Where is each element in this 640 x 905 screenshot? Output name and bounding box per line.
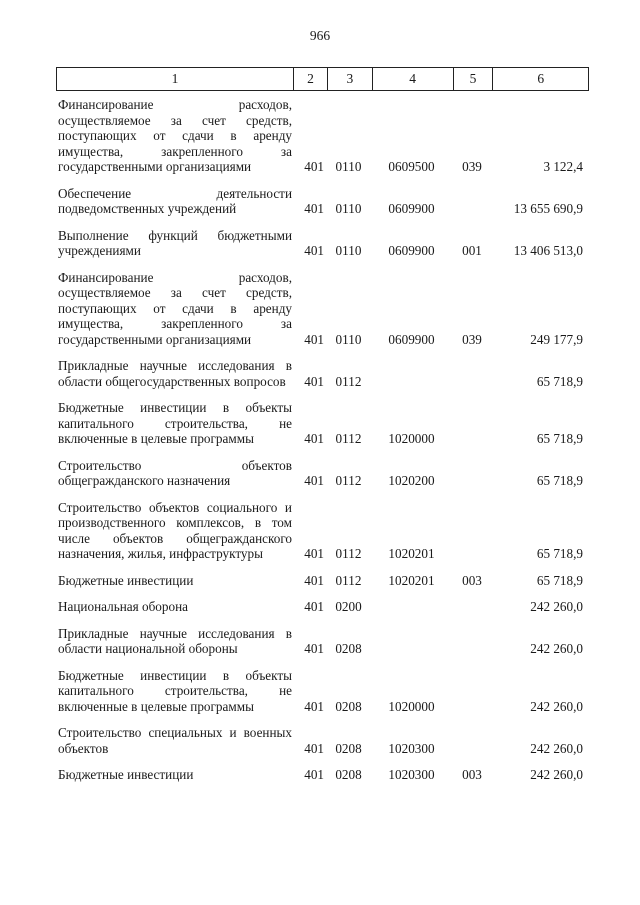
row-target-code: 1020300 <box>388 767 435 782</box>
header-col-3: 3 <box>328 68 373 90</box>
row-amount: 242 260,0 <box>530 641 583 656</box>
row-ministry-code: 401 <box>304 740 324 756</box>
row-amount: 13 655 690,9 <box>513 201 583 216</box>
table-row <box>56 626 589 657</box>
page-number: 966 <box>309 28 331 43</box>
row-section-code: 0110 <box>335 243 362 258</box>
row-ministry-code: 401 <box>304 641 324 656</box>
table-header <box>56 67 589 91</box>
row-description: Бюджетные инвестиции в объекты капитального строительства, не включенные в целевые программы <box>58 400 292 446</box>
row-section-code: 0208 <box>335 767 362 782</box>
row-section-code: 0112 <box>335 373 362 389</box>
row-amount: 65 718,9 <box>536 373 583 389</box>
row-target-code: 1020201 <box>388 546 435 561</box>
row-expense-type: 003 <box>462 767 482 782</box>
row-section-code: 0200 <box>335 599 362 614</box>
row-expense-type: 039 <box>462 331 482 347</box>
row-section-code: 0110 <box>335 331 362 347</box>
row-ministry-code: 401 <box>304 331 324 347</box>
row-section-code: 0110 <box>335 201 362 216</box>
row-target-code: 1020300 <box>388 740 435 756</box>
row-expense-type: 003 <box>462 572 482 588</box>
row-description: Строительство объектов социального и производственного комплексов, в том числе объектов общегражданского назначения, жилья, инфраструктуры <box>58 499 292 561</box>
row-amount: 65 718,9 <box>536 572 583 588</box>
row-amount: 65 718,9 <box>536 546 583 561</box>
row-amount: 3 122,4 <box>543 159 583 174</box>
row-target-code: 1020201 <box>388 572 435 588</box>
row-amount: 249 177,9 <box>530 331 583 347</box>
table-row <box>56 270 589 348</box>
row-description: Прикладные научные исследования в области национальной обороны <box>58 625 292 656</box>
header-col-5: 5 <box>454 68 494 90</box>
row-target-code: 1020000 <box>388 431 435 446</box>
header-col-4: 4 <box>373 68 454 90</box>
row-description: Строительство специальных и военных объектов <box>58 725 292 756</box>
row-ministry-code: 401 <box>304 473 324 488</box>
row-amount: 65 718,9 <box>536 473 583 488</box>
row-amount: 242 260,0 <box>530 599 583 614</box>
row-ministry-code: 401 <box>304 698 324 714</box>
table-row <box>56 668 589 715</box>
row-ministry-code: 401 <box>304 373 324 389</box>
header-col-2: 2 <box>294 68 328 90</box>
row-amount: 13 406 513,0 <box>513 243 583 258</box>
row-expense-type: 039 <box>462 159 482 174</box>
table-row <box>56 767 589 783</box>
row-amount: 242 260,0 <box>530 767 583 782</box>
row-target-code: 0609900 <box>388 201 435 216</box>
table-row <box>56 458 589 489</box>
table-row <box>56 358 589 389</box>
row-description: Обеспечение деятельности подведомственных учреждений <box>58 185 292 216</box>
row-section-code: 0208 <box>335 740 362 756</box>
row-amount: 242 260,0 <box>530 698 583 714</box>
row-ministry-code: 401 <box>304 431 324 446</box>
row-target-code: 0609900 <box>388 243 435 258</box>
row-ministry-code: 401 <box>304 546 324 561</box>
table-row <box>56 725 589 756</box>
table-row <box>56 400 589 447</box>
row-section-code: 0208 <box>335 641 362 656</box>
row-description: Прикладные научные исследования в области общегосударственных вопросов <box>58 358 292 389</box>
row-section-code: 0112 <box>335 431 362 446</box>
row-target-code: 0609500 <box>388 159 435 174</box>
row-ministry-code: 401 <box>304 599 324 614</box>
row-ministry-code: 401 <box>304 243 324 258</box>
row-description: Бюджетные инвестиции в объекты капитального строительства, не включенные в целевые программы <box>58 667 292 714</box>
row-description: Бюджетные инвестиции <box>58 767 194 782</box>
row-amount: 242 260,0 <box>530 740 583 756</box>
row-description: Финансирование расходов, осуществляемое за счет средств, поступающих от сдачи в аренду имущества, закрепленного за государственными организациями <box>58 269 292 347</box>
table-row <box>56 186 589 217</box>
row-description: Национальная оборона <box>58 599 188 614</box>
row-target-code: 0609900 <box>388 331 435 347</box>
row-section-code: 0110 <box>335 159 362 174</box>
row-description: Финансирование расходов, осуществляемое за счет средств, поступающих от сдачи в аренду имущества, закрепленного за государственными организациями <box>58 97 292 174</box>
row-description: Бюджетные инвестиции <box>58 572 194 588</box>
row-description: Выполнение функций бюджетными учреждениями <box>58 227 292 258</box>
table-row <box>56 97 589 175</box>
header-col-1: 1 <box>57 68 294 90</box>
row-ministry-code: 401 <box>304 767 324 782</box>
table-row <box>56 573 589 589</box>
row-section-code: 0112 <box>335 572 362 588</box>
row-amount: 65 718,9 <box>536 431 583 446</box>
row-expense-type: 001 <box>462 243 482 258</box>
row-description: Строительство объектов общегражданского назначения <box>58 457 292 488</box>
row-section-code: 0208 <box>335 698 362 714</box>
header-col-6: 6 <box>537 71 545 86</box>
table-row <box>56 500 589 562</box>
row-section-code: 0112 <box>335 546 362 561</box>
row-ministry-code: 401 <box>304 159 324 174</box>
row-ministry-code: 401 <box>304 572 324 588</box>
row-target-code: 1020000 <box>388 698 435 714</box>
table-row <box>56 599 589 615</box>
row-section-code: 0112 <box>335 473 362 488</box>
row-target-code: 1020200 <box>388 473 435 488</box>
row-ministry-code: 401 <box>304 201 324 216</box>
table-row <box>56 228 589 259</box>
table-body <box>56 97 589 794</box>
